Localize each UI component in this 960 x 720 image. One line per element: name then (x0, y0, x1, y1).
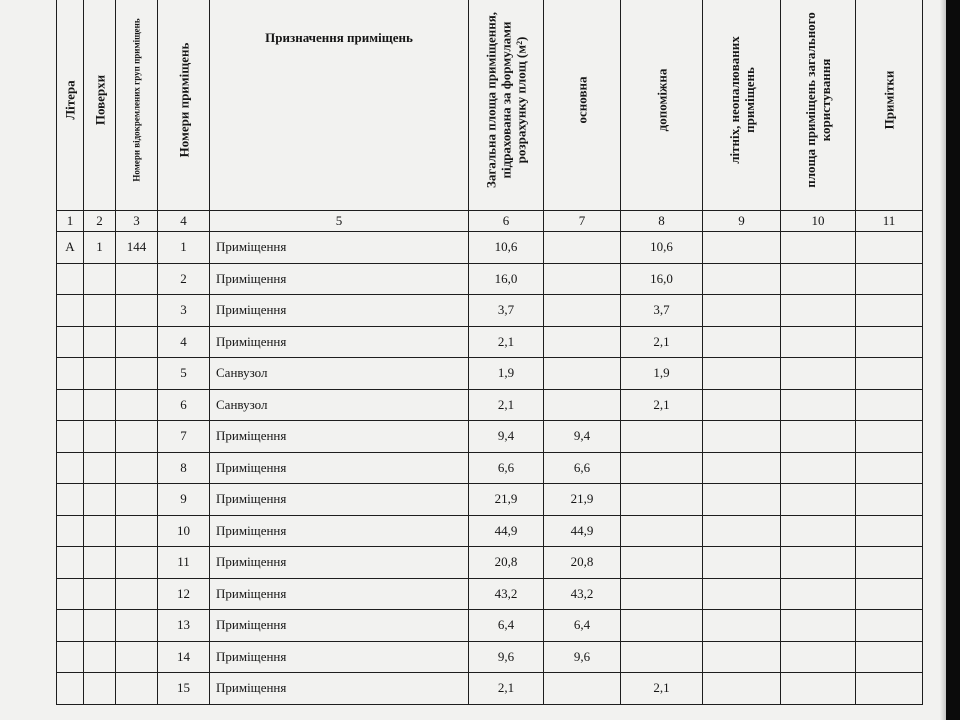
cell-litera (57, 452, 84, 484)
cell-total-area: 9,6 (469, 641, 544, 673)
cell-room-purpose: Приміщення (210, 610, 469, 642)
cell-litera (57, 610, 84, 642)
cell-notes (856, 232, 923, 264)
cell-floor (84, 515, 116, 547)
header-floors: Поверхи (84, 0, 116, 211)
cell-common-area (781, 484, 856, 516)
cell-room-purpose: Приміщення (210, 326, 469, 358)
cell-room-purpose: Приміщення (210, 547, 469, 579)
cell-summer-area (703, 263, 781, 295)
cell-litera (57, 263, 84, 295)
cell-total-area: 21,9 (469, 484, 544, 516)
cell-total-area: 16,0 (469, 263, 544, 295)
cell-floor (84, 641, 116, 673)
cell-floor (84, 263, 116, 295)
cell-common-area (781, 452, 856, 484)
cell-notes (856, 421, 923, 453)
cell-group (116, 326, 158, 358)
cell-common-area (781, 578, 856, 610)
cell-floor (84, 610, 116, 642)
cell-aux-area: 16,0 (621, 263, 703, 295)
cell-total-area: 1,9 (469, 358, 544, 390)
table-row (57, 389, 923, 421)
cell-main-area (544, 389, 621, 421)
table-row (57, 295, 923, 327)
cell-main-area: 9,4 (544, 421, 621, 453)
cell-aux-area: 1,9 (621, 358, 703, 390)
cell-aux-area (621, 641, 703, 673)
cell-room-purpose: Приміщення (210, 641, 469, 673)
cell-litera: А (57, 232, 84, 264)
cell-main-area: 21,9 (544, 484, 621, 516)
cell-room-purpose: Приміщення (210, 484, 469, 516)
column-number: 3 (116, 211, 158, 232)
cell-main-area: 20,8 (544, 547, 621, 579)
cell-total-area: 6,6 (469, 452, 544, 484)
cell-litera (57, 547, 84, 579)
cell-notes (856, 515, 923, 547)
cell-common-area (781, 232, 856, 264)
cell-room-purpose: Приміщення (210, 232, 469, 264)
cell-floor (84, 421, 116, 453)
cell-total-area: 44,9 (469, 515, 544, 547)
cell-summer-area (703, 578, 781, 610)
cell-main-area: 6,6 (544, 452, 621, 484)
cell-room-purpose: Приміщення (210, 421, 469, 453)
cell-floor (84, 673, 116, 705)
cell-room-purpose: Приміщення (210, 578, 469, 610)
cell-main-area (544, 295, 621, 327)
cell-aux-area: 2,1 (621, 673, 703, 705)
cell-room-number: 8 (158, 452, 210, 484)
table-row (57, 641, 923, 673)
cell-summer-area (703, 389, 781, 421)
cell-group (116, 295, 158, 327)
cell-notes (856, 263, 923, 295)
cell-group (116, 358, 158, 390)
cell-notes (856, 484, 923, 516)
cell-common-area (781, 263, 856, 295)
cell-summer-area (703, 452, 781, 484)
table-row (57, 547, 923, 579)
header-auxiliary: допоміжна (621, 0, 703, 211)
cell-summer-area (703, 515, 781, 547)
cell-main-area (544, 232, 621, 264)
column-number: 7 (544, 211, 621, 232)
cell-group (116, 389, 158, 421)
cell-floor (84, 452, 116, 484)
cell-aux-area (621, 578, 703, 610)
cell-main-area (544, 263, 621, 295)
cell-room-number: 6 (158, 389, 210, 421)
cell-group (116, 547, 158, 579)
cell-group (116, 452, 158, 484)
cell-group (116, 673, 158, 705)
cell-total-area: 10,6 (469, 232, 544, 264)
cell-floor (84, 389, 116, 421)
header-litera: Літера (57, 0, 84, 211)
header-purpose: Призначення приміщень (210, 0, 469, 211)
cell-summer-area (703, 421, 781, 453)
cell-aux-area (621, 515, 703, 547)
cell-total-area: 43,2 (469, 578, 544, 610)
column-number: 2 (84, 211, 116, 232)
cell-aux-area: 10,6 (621, 232, 703, 264)
cell-notes (856, 578, 923, 610)
header-row (57, 0, 923, 211)
cell-summer-area (703, 232, 781, 264)
cell-group (116, 610, 158, 642)
cell-aux-area: 3,7 (621, 295, 703, 327)
cell-floor (84, 295, 116, 327)
cell-room-number: 9 (158, 484, 210, 516)
cell-group (116, 578, 158, 610)
cell-summer-area (703, 610, 781, 642)
cell-litera (57, 421, 84, 453)
table-row (57, 484, 923, 516)
column-number-row (57, 211, 923, 232)
cell-aux-area: 2,1 (621, 389, 703, 421)
cell-notes (856, 673, 923, 705)
table-row (57, 578, 923, 610)
cell-litera (57, 295, 84, 327)
cell-notes (856, 452, 923, 484)
cell-floor (84, 358, 116, 390)
cell-litera (57, 326, 84, 358)
cell-room-number: 2 (158, 263, 210, 295)
column-number: 9 (703, 211, 781, 232)
cell-room-number: 7 (158, 421, 210, 453)
cell-notes (856, 295, 923, 327)
cell-total-area: 2,1 (469, 673, 544, 705)
header-room-numbers: Номери приміщень (158, 0, 210, 211)
cell-group: 144 (116, 232, 158, 264)
cell-room-purpose: Приміщення (210, 295, 469, 327)
cell-common-area (781, 358, 856, 390)
cell-litera (57, 484, 84, 516)
header-groups: Номери відокремлених груп приміщень (116, 0, 158, 211)
cell-summer-area (703, 358, 781, 390)
cell-total-area: 20,8 (469, 547, 544, 579)
cell-total-area: 2,1 (469, 326, 544, 358)
column-number: 8 (621, 211, 703, 232)
cell-summer-area (703, 547, 781, 579)
cell-main-area (544, 358, 621, 390)
column-number: 10 (781, 211, 856, 232)
cell-summer-area (703, 484, 781, 516)
cell-room-number: 15 (158, 673, 210, 705)
cell-room-number: 14 (158, 641, 210, 673)
cell-notes (856, 389, 923, 421)
cell-summer-area (703, 295, 781, 327)
cell-floor (84, 578, 116, 610)
cell-common-area (781, 610, 856, 642)
table-row (57, 326, 923, 358)
table-row (57, 263, 923, 295)
cell-summer-area (703, 326, 781, 358)
cell-aux-area (621, 610, 703, 642)
table-row (57, 673, 923, 705)
cell-room-number: 4 (158, 326, 210, 358)
cell-group (116, 515, 158, 547)
header-total-area: Загальна площа приміщення, підрахована за формулами розрахунку площ (м²) (469, 0, 544, 211)
cell-room-number: 11 (158, 547, 210, 579)
cell-main-area: 6,4 (544, 610, 621, 642)
cell-room-number: 10 (158, 515, 210, 547)
cell-litera (57, 389, 84, 421)
cell-summer-area (703, 673, 781, 705)
cell-group (116, 263, 158, 295)
cell-room-purpose: Приміщення (210, 515, 469, 547)
cell-floor: 1 (84, 232, 116, 264)
table-row (57, 452, 923, 484)
cell-room-purpose: Санвузол (210, 358, 469, 390)
cell-group (116, 484, 158, 516)
header-main: основна (544, 0, 621, 211)
header-notes: Примітки (856, 0, 923, 211)
cell-common-area (781, 326, 856, 358)
cell-litera (57, 673, 84, 705)
cell-room-purpose: Приміщення (210, 452, 469, 484)
cell-aux-area (621, 452, 703, 484)
cell-main-area: 44,9 (544, 515, 621, 547)
cell-room-number: 1 (158, 232, 210, 264)
table-row (57, 610, 923, 642)
table-row (57, 421, 923, 453)
cell-room-number: 3 (158, 295, 210, 327)
cell-notes (856, 358, 923, 390)
cell-notes (856, 547, 923, 579)
column-number: 5 (210, 211, 469, 232)
cell-room-number: 5 (158, 358, 210, 390)
cell-group (116, 641, 158, 673)
cell-litera (57, 641, 84, 673)
column-number: 4 (158, 211, 210, 232)
column-number: 6 (469, 211, 544, 232)
cell-floor (84, 326, 116, 358)
cell-room-purpose: Приміщення (210, 263, 469, 295)
cell-room-number: 12 (158, 578, 210, 610)
cell-room-number: 13 (158, 610, 210, 642)
cell-common-area (781, 673, 856, 705)
cell-floor (84, 484, 116, 516)
cell-total-area: 3,7 (469, 295, 544, 327)
header-summer: літніх, неопалюваних приміщень (703, 0, 781, 211)
cell-floor (84, 547, 116, 579)
cell-common-area (781, 641, 856, 673)
cell-common-area (781, 295, 856, 327)
cell-notes (856, 326, 923, 358)
cell-summer-area (703, 641, 781, 673)
cell-notes (856, 641, 923, 673)
cell-total-area: 9,4 (469, 421, 544, 453)
cell-main-area: 43,2 (544, 578, 621, 610)
premises-table (56, 0, 923, 705)
table-row (57, 515, 923, 547)
cell-aux-area (621, 547, 703, 579)
cell-aux-area: 2,1 (621, 326, 703, 358)
cell-group (116, 421, 158, 453)
cell-common-area (781, 547, 856, 579)
cell-aux-area (621, 421, 703, 453)
cell-total-area: 2,1 (469, 389, 544, 421)
cell-litera (57, 578, 84, 610)
cell-total-area: 6,4 (469, 610, 544, 642)
cell-room-purpose: Санвузол (210, 389, 469, 421)
table-row (57, 232, 923, 264)
cell-room-purpose: Приміщення (210, 673, 469, 705)
cell-notes (856, 610, 923, 642)
column-number: 11 (856, 211, 923, 232)
cell-aux-area (621, 484, 703, 516)
header-common-use: площа приміщень загального користування (781, 0, 856, 211)
cell-common-area (781, 515, 856, 547)
cell-litera (57, 515, 84, 547)
cell-main-area: 9,6 (544, 641, 621, 673)
cell-litera (57, 358, 84, 390)
table-row (57, 358, 923, 390)
cell-main-area (544, 673, 621, 705)
cell-main-area (544, 326, 621, 358)
column-number: 1 (57, 211, 84, 232)
cell-common-area (781, 421, 856, 453)
cell-common-area (781, 389, 856, 421)
